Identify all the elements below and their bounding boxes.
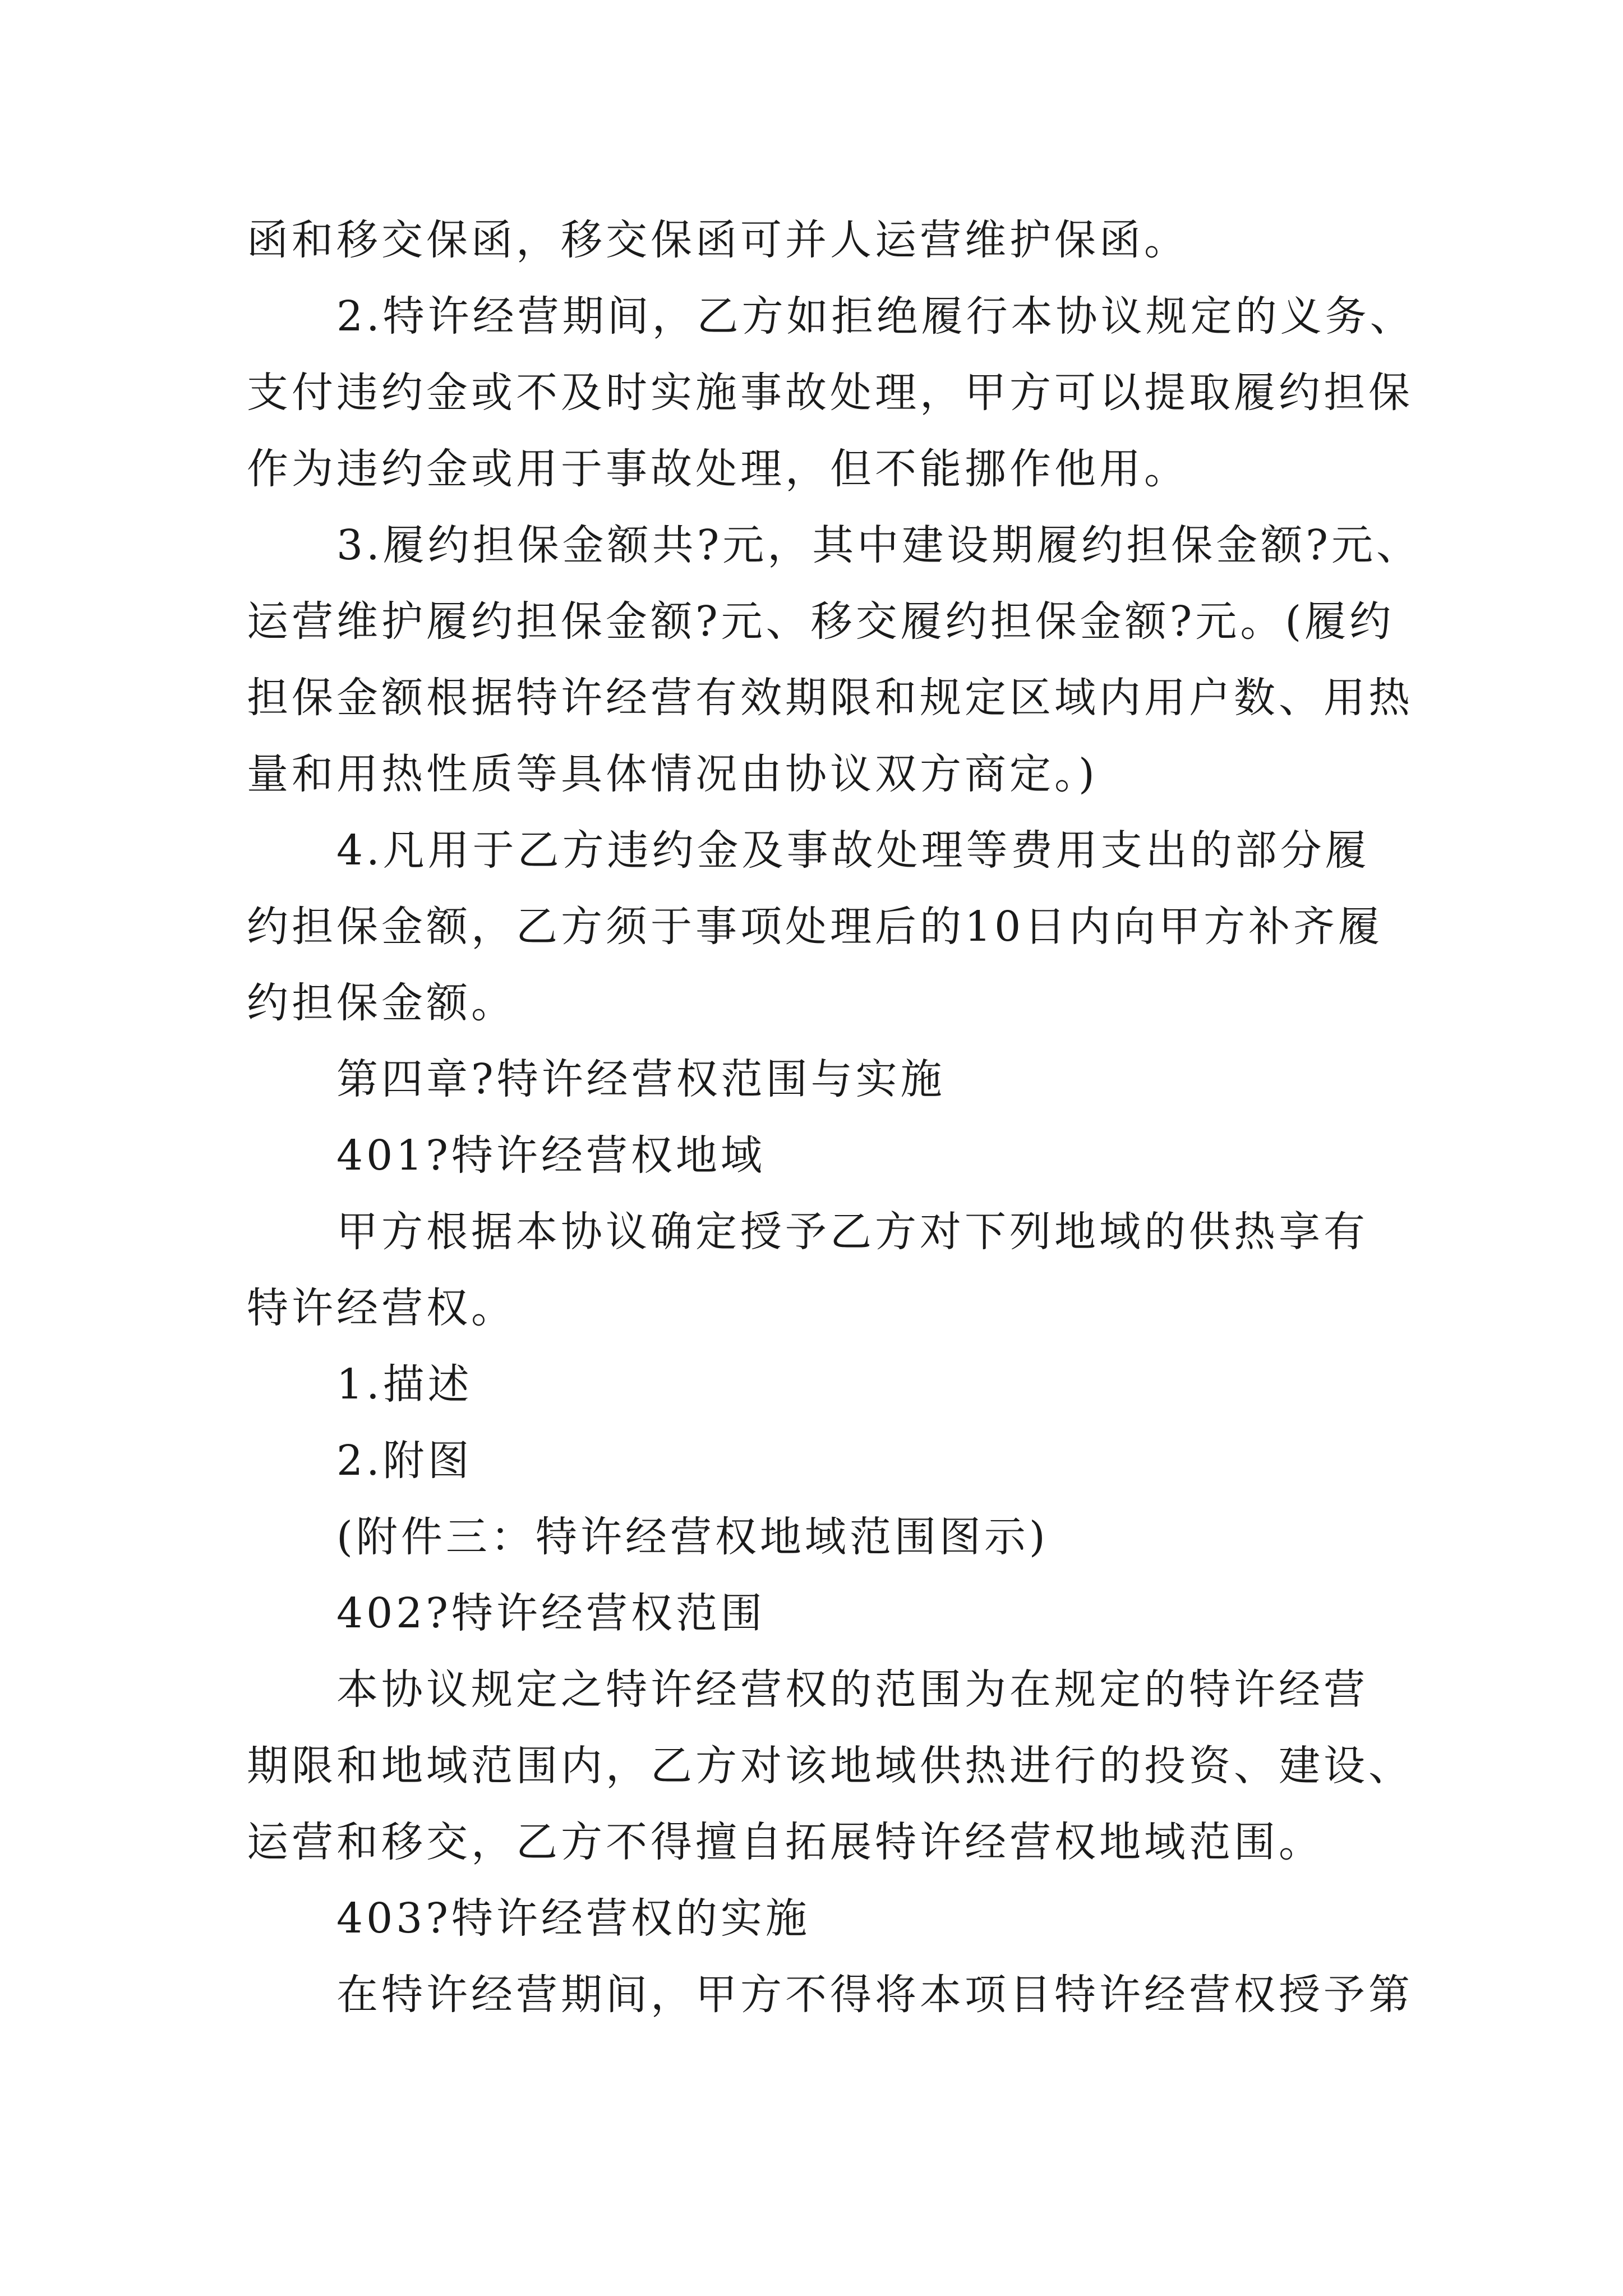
- text-line: 作为违约金或用于事故处理，但不能挪作他用。: [247, 445, 1189, 493]
- list-item: 1.描述: [336, 1360, 473, 1409]
- text-line: 约担保金额，乙方须于事项处理后的10日内向甲方补齐履: [247, 903, 1384, 951]
- text-line: 期限和地域范围内，乙方对该地域供热进行的投资、建设、: [247, 1742, 1413, 1790]
- section-heading: 403?特许经营权的实施: [336, 1894, 810, 1943]
- text-line: 运营维护履约担保金额?元、移交履约担保金额?元。(履约: [247, 597, 1395, 646]
- text-line: 本协议规定之特许经营权的范围为在规定的特许经营: [336, 1665, 1368, 1714]
- text-line: 量和用热性质等具体情况由协议双方商定。): [247, 750, 1098, 798]
- section-heading: 402?特许经营权范围: [336, 1589, 766, 1637]
- text-line: 特许经营权。: [247, 1284, 516, 1332]
- document-body: [247, 202, 1421, 2033]
- text-line: (附件三：特许经营权地域范围图示): [336, 1513, 1049, 1561]
- text-line: 在特许经营期间，甲方不得将本项目特许经营权授予第: [336, 1971, 1413, 2019]
- text-line: 约担保金额。: [247, 979, 516, 1027]
- text-line: 担保金额根据特许经营有效期限和规定区域内用户数、用热: [247, 674, 1413, 722]
- text-line: 函和移交保函，移交保函可并人运营维护保函。: [247, 216, 1189, 264]
- list-item: 2.附图: [336, 1437, 473, 1485]
- text-line: 运营和移交，乙方不得擅自拓展特许经营权地域范围。: [247, 1818, 1324, 1866]
- text-line: 3.履约担保金额共?元，其中建设期履约担保金额?元、: [336, 521, 1421, 569]
- text-line: 甲方根据本协议确定授予乙方对下列地域的供热享有: [336, 1208, 1368, 1256]
- chapter-heading: 第四章?特许经营权范围与实施: [336, 1055, 946, 1103]
- text-line: 4.凡用于乙方违约金及事故处理等费用支出的部分履: [336, 826, 1370, 875]
- text-line: 2.特许经营期间，乙方如拒绝履行本协议规定的义务、: [336, 292, 1415, 341]
- section-heading: 401?特许经营权地域: [336, 1131, 766, 1180]
- text-line: 支付违约金或不及时实施事故处理，甲方可以提取履约担保: [247, 369, 1413, 417]
